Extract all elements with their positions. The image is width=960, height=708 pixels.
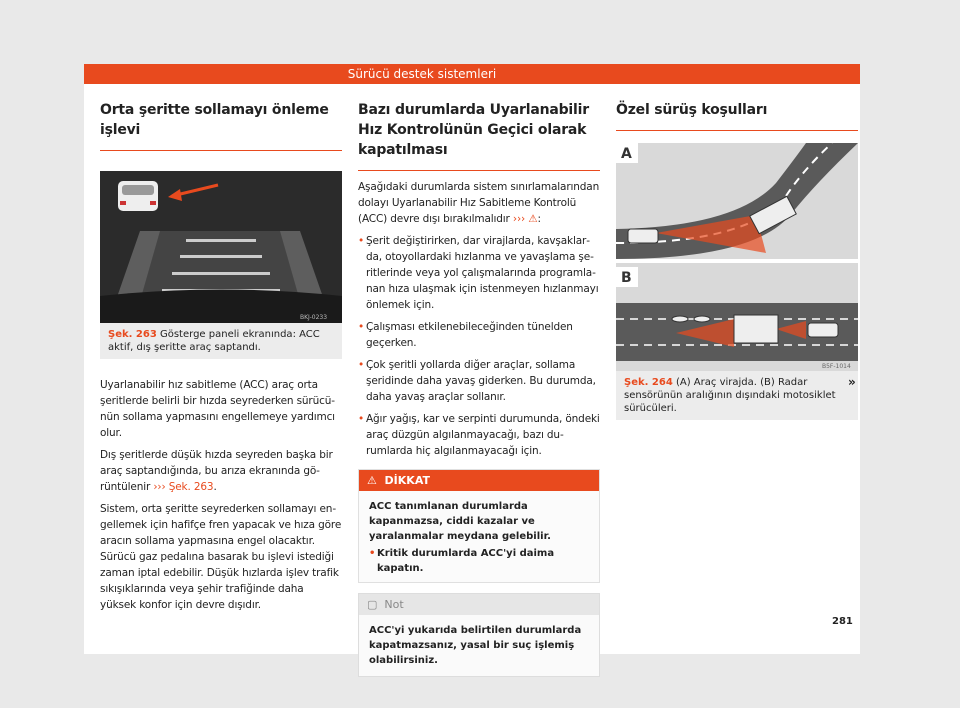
warning-box xyxy=(358,469,600,583)
paragraph: Aşağıdaki durumlarda sistem sınırlamalarından dolayı Uyarlanabilir Hız Sabitleme Kontrolü (ACC) devre dışı bırakılmalıdır ››› ⚠: xyxy=(358,181,600,225)
figure-label: Şek. 263 xyxy=(108,329,157,340)
warning-header: ⚠ DİKKAT xyxy=(359,470,599,491)
warning-icon: ⚠ xyxy=(528,213,538,225)
column-3 xyxy=(616,100,858,420)
figure-link[interactable]: Şek. 263 xyxy=(168,481,214,493)
page-number: 281 xyxy=(832,616,853,627)
section-heading: Özel sürüş koşulları xyxy=(616,100,858,131)
figure-caption-text: (A) Araç virajda. (B) Radar sensörünün aralığının dışındaki motosiklet sürücüleri. xyxy=(624,377,836,414)
list-item: • Çalışması etkilenebileceğinden tünelden geçerken. xyxy=(358,319,600,351)
panel-label-b: B xyxy=(621,270,632,286)
continue-mark: » xyxy=(848,375,856,389)
section-heading: Orta şeritte sollamayı önleme işlevi xyxy=(100,100,342,151)
note-box xyxy=(358,593,600,677)
figure-caption-text: Gösterge paneli ekranında: ACC aktif, dış şeritte araç saptandı. xyxy=(108,329,320,353)
section-heading: Bazı durumlarda Uyarlanabilir Hız Kontrolünün Geçici olarak kapatılması xyxy=(358,100,600,171)
figure-264 xyxy=(616,143,858,420)
note-icon: ▢ xyxy=(367,598,378,611)
dashboard-display-illustration xyxy=(100,171,342,323)
list-item: • Şerit değiştirirken, dar virajlarda, kavşaklarda, otoyollardaki hızlanma ve yavaşlama şeritlerinde veya yol çalışmalarında programlanan hıza ulaşmak için istenmeyen hızlanmayı önlemek için. xyxy=(358,233,600,313)
reference-arrows: ››› xyxy=(512,213,526,225)
paragraph: Uyarlanabilir hız sabitleme (ACC) araç orta şeritlerde belirli bir hızda seyrederken sürücünün sollama yapmasını engellemeye yardımcı olur. xyxy=(100,379,336,439)
warning-bullet: • Kritik durumlarda ACC'yi daima kapatın. xyxy=(369,546,589,576)
reference-arrows: ››› xyxy=(153,481,166,493)
figure-caption xyxy=(100,323,342,359)
list-item: • Ağır yağış, kar ve serpinti durumunda, öndeki araç düzgün algılanmayacağı, bazı durumlarda hiç algılanmayacağı için. xyxy=(358,411,600,459)
paragraph: Dış şeritlerde düşük hızda seyreden başka bir araç saptandığında, bu arıza ekranında görüntülenir ››› Şek. 263. xyxy=(100,449,333,493)
figure-caption xyxy=(616,371,858,420)
paragraph: Sistem, orta şeritte seyrederken sollamayı engellemek için hafifçe fren yapacak ve hıza göre aracın sollama yapmasına engel olacaktır. Sürücü gaz pedalına basarak bu işlevi istediği zaman iptal edebilir. Düşük hızlarda işlev trafik sıkışıklarında veya şehir trafiğinde daha yüksek konfor için devre dışıdır. xyxy=(100,503,342,611)
column-1 xyxy=(100,100,342,619)
warning-icon: ⚠ xyxy=(367,474,377,487)
panel-label-a: A xyxy=(621,146,632,162)
column-2 xyxy=(358,100,600,677)
warning-text: ACC tanımlanan durumlarda kapanmazsa, ciddi kazalar ve yaralanmalar meydana gelebilir. xyxy=(369,501,551,542)
header-title: Sürücü destek sistemleri xyxy=(347,67,497,81)
note-text: ACC'yi yukarıda belirtilen durumlarda kapatmazsanız, yasal bir suç işlemiş olabilirsiniz. xyxy=(359,615,599,676)
road-scenario-illustration xyxy=(616,143,858,371)
figure-code: BKJ-0233 xyxy=(300,314,328,321)
figure-code: B5F-1014 xyxy=(822,363,851,370)
figure-263 xyxy=(100,171,342,359)
header-bar xyxy=(84,64,860,84)
note-header: ▢ Not xyxy=(359,594,599,615)
figure-label: Şek. 264 xyxy=(624,377,673,388)
list-item: • Çok şeritli yollarda diğer araçlar, sollama şeridinde daha yavaş giderken. Bu durumda, daha yavaş araçlar sollanır. xyxy=(358,357,600,405)
